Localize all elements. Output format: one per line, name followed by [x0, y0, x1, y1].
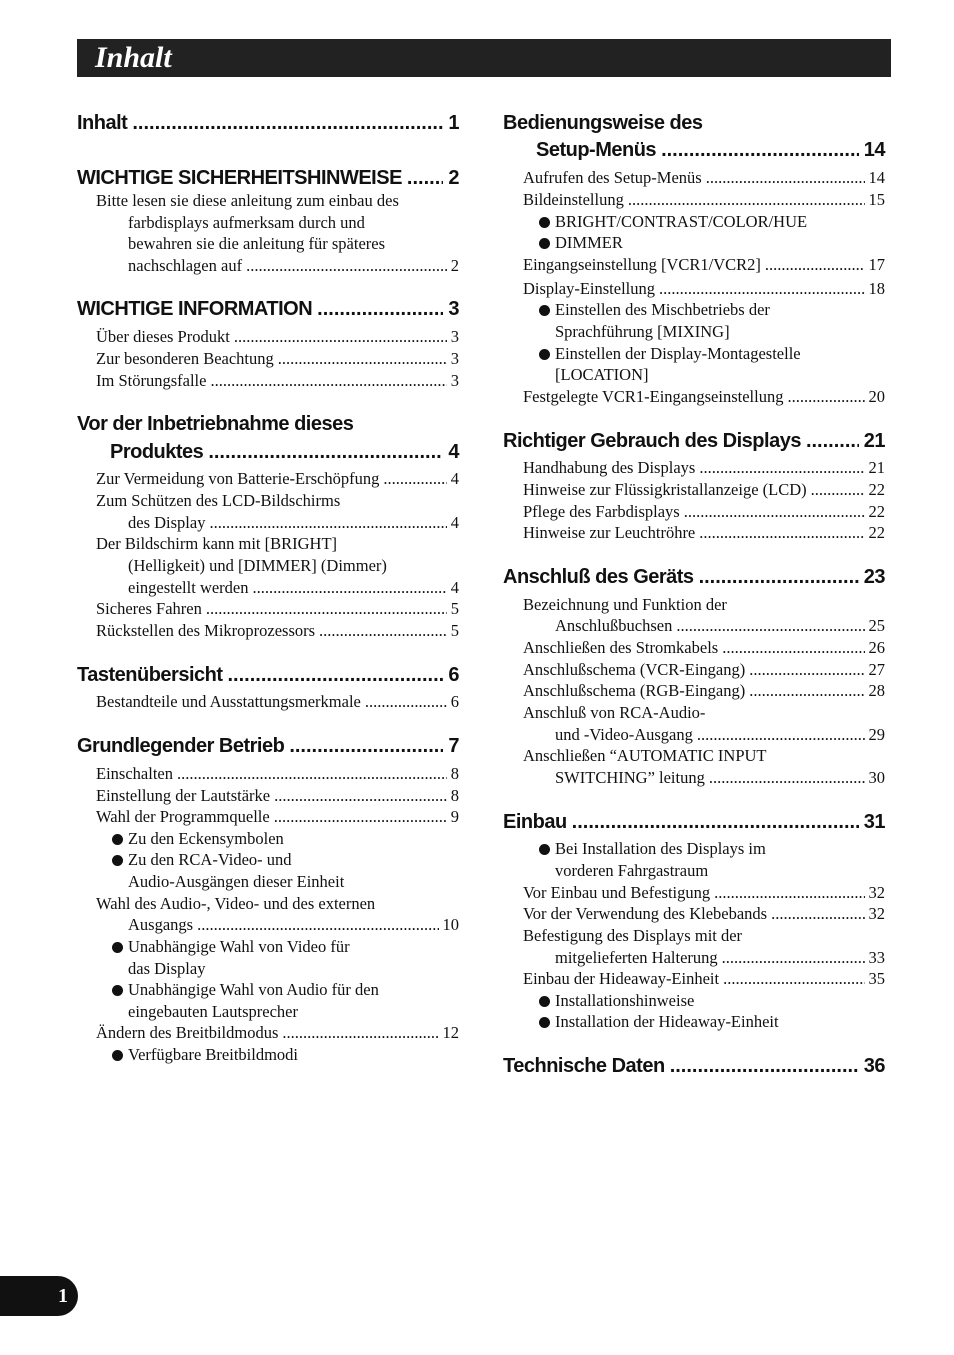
bullet-dot-icon [539, 349, 550, 360]
toc-heading-setup-line1[interactable]: Bedienungsweise des [503, 112, 703, 134]
toc-entry-text: Bezeichnung und Funktion der [523, 595, 727, 614]
toc-bullet-text: Sprachführung [MIXING] [555, 322, 730, 341]
toc-bullet[interactable]: Einstellen des Mischbetriebs der [539, 300, 770, 320]
toc-entry-text: Zum Schützen des LCD-Bildschirms [96, 491, 341, 510]
toc-entry-text: Anschließen “AUTOMATIC INPUT [523, 746, 767, 765]
toc-entry[interactable]: Rückstellen des Mikroprozessors ..... 5 [96, 621, 459, 641]
bullet-dot-icon [112, 1050, 123, 1061]
toc-bullet[interactable]: Zu den RCA-Video- und [112, 850, 292, 870]
toc-bullet[interactable]: Zu den Eckensymbolen [112, 829, 284, 849]
toc-entry[interactable]: nachschlagen auf ..... 2 [128, 256, 459, 276]
toc-heading-information[interactable]: WICHTIGE INFORMATION ..... 3 [77, 298, 459, 321]
toc-bullet[interactable]: Verfügbare Breitbildmodi [112, 1045, 298, 1065]
toc-heading-vor[interactable]: Produktes ..... 4 [110, 441, 459, 464]
toc-entry-text: Befestigung des Displays mit der [523, 926, 743, 945]
toc-bullet[interactable]: DIMMER [539, 233, 623, 253]
toc-heading-vor-line1[interactable]: Vor der Inbetriebnahme dieses [77, 413, 354, 435]
toc-entry[interactable]: Vor der Verwendung des Klebebands ..... 32 [523, 904, 885, 924]
page-number: 1 [58, 1285, 68, 1307]
toc-entry[interactable]: Handhabung des Displays ..... 21 [523, 458, 885, 478]
toc-entry[interactable]: Zur besonderen Beachtung ..... 3 [96, 349, 459, 369]
toc-entry[interactable]: Pflege des Farbdisplays ..... 22 [523, 502, 885, 522]
toc-entry[interactable]: SWITCHING” leitung ..... 30 [555, 768, 885, 788]
toc-entry-text: Anschluß von RCA-Audio- [523, 703, 706, 722]
bullet-dot-icon [112, 942, 123, 953]
bullet-dot-icon [539, 305, 550, 316]
bullet-dot-icon [112, 834, 123, 845]
toc-entry[interactable]: Einbau der Hideaway-Einheit ..... 35 [523, 969, 885, 989]
page-number-badge [0, 1276, 78, 1316]
toc-heading-einbau[interactable]: Einbau ..... 31 [503, 811, 885, 834]
toc-entry[interactable]: Über dieses Produkt ..... 3 [96, 327, 459, 347]
toc-entry[interactable]: Hinweise zur Flüssigkristallanzeige (LCD) ..... 22 [523, 480, 885, 500]
toc-heading-grund[interactable]: Grundlegender Betrieb ..... 7 [77, 735, 459, 758]
toc-heading-technik[interactable]: Technische Daten ..... 36 [503, 1055, 885, 1078]
page-title: Inhalt [95, 41, 172, 74]
toc-entry[interactable]: Festgelegte VCR1-Eingangseinstellung ..... 20 [523, 387, 885, 407]
toc-entry[interactable]: Hinweise zur Leuchtröhre ..... 22 [523, 523, 885, 543]
toc-entry[interactable]: Display-Einstellung ..... 18 [523, 279, 885, 299]
toc-entry[interactable]: Im Störungsfalle ..... 3 [96, 371, 459, 391]
toc-entry[interactable]: Sicheres Fahren ..... 5 [96, 599, 459, 619]
toc-bullet-text: [LOCATION] [555, 365, 649, 384]
toc-entry[interactable]: Eingangseinstellung [VCR1/VCR2] ..... 17 [523, 255, 885, 275]
toc-entry-text: farbdisplays aufmerksam durch und [128, 213, 365, 232]
toc-entry-text: Wahl des Audio-, Video- und des externen [96, 894, 376, 913]
toc-entry[interactable]: des Display ..... 4 [128, 513, 459, 533]
toc-bullet-text: vorderen Fahrgastraum [555, 861, 709, 880]
toc-heading-tasten[interactable]: Tastenübersicht ..... 6 [77, 664, 459, 687]
bullet-dot-icon [539, 238, 550, 249]
toc-entry[interactable]: eingestellt werden ..... 4 [128, 578, 459, 598]
bullet-dot-icon [112, 855, 123, 866]
toc-heading-anschluss[interactable]: Anschluß des Geräts ..... 23 [503, 566, 885, 589]
toc-entry[interactable]: und -Video-Ausgang ..... 29 [555, 725, 885, 745]
toc-entry[interactable]: mitgelieferten Halterung ..... 33 [555, 948, 885, 968]
toc-bullet-text: Audio-Ausgängen dieser Einheit [128, 872, 345, 891]
toc-entry-text: bewahren sie die anleitung für späteres [128, 234, 386, 253]
toc-entry-text: Der Bildschirm kann mit [BRIGHT] [96, 534, 338, 553]
toc-bullet[interactable]: Installation der Hideaway-Einheit [539, 1012, 779, 1032]
toc-entry-text: Bitte lesen sie diese anleitung zum einbau des [96, 191, 399, 210]
toc-heading-gebrauch[interactable]: Richtiger Gebrauch des Displays ..... 21 [503, 430, 885, 453]
bullet-dot-icon [539, 217, 550, 228]
toc-entry[interactable]: Vor Einbau und Befestigung ..... 32 [523, 883, 885, 903]
toc-heading-setup[interactable]: Setup-Menüs ..... 14 [536, 139, 885, 162]
dot-leader [132, 112, 443, 135]
toc-entry[interactable]: Anschlußschema (VCR-Eingang) ..... 27 [523, 660, 885, 680]
toc-bullet[interactable]: Installationshinweise [539, 991, 694, 1011]
toc-entry[interactable]: Ausgangs ..... 10 [128, 915, 459, 935]
toc-entry-text: (Helligkeit) und [DIMMER] (Dimmer) [128, 556, 387, 575]
bullet-dot-icon [539, 844, 550, 855]
toc-entry[interactable]: Anschließen des Stromkabels ..... 26 [523, 638, 885, 658]
toc-entry[interactable]: Bestandteile und Ausstattungsmerkmale ..... 6 [96, 692, 459, 712]
toc-heading-inhalt[interactable]: Inhalt ..... 1 [77, 112, 459, 135]
toc-bullet[interactable]: Unabhängige Wahl von Audio für den [112, 980, 379, 1000]
toc-bullet-text: das Display [128, 959, 206, 978]
toc-bullet[interactable]: Bei Installation des Displays im [539, 839, 766, 859]
toc-entry[interactable]: Anschlußschema (RGB-Eingang) ..... 28 [523, 681, 885, 701]
toc-entry[interactable]: Aufrufen des Setup-Menüs ..... 14 [523, 168, 885, 188]
bullet-dot-icon [539, 1017, 550, 1028]
toc-entry[interactable]: Bildeinstellung ..... 15 [523, 190, 885, 210]
toc-bullet-text: eingebauten Lautsprecher [128, 1002, 298, 1021]
toc-bullet[interactable]: Einstellen der Display-Montagestelle [539, 344, 801, 364]
toc-entry[interactable]: Wahl der Programmquelle ..... 9 [96, 807, 459, 827]
toc-entry[interactable]: Anschlußbuchsen ..... 25 [555, 616, 885, 636]
toc-entry[interactable]: Ändern des Breitbildmodus ..... 12 [96, 1023, 459, 1043]
toc-entry[interactable]: Zur Vermeidung von Batterie-Erschöpfung ..... 4 [96, 469, 459, 489]
bullet-dot-icon [539, 996, 550, 1007]
toc-bullet[interactable]: BRIGHT/CONTRAST/COLOR/HUE [539, 212, 807, 232]
toc-entry[interactable]: Einschalten ..... 8 [96, 764, 459, 784]
page-header-bar [77, 39, 891, 77]
toc-heading-sicherheit[interactable]: WICHTIGE SICHERHEITSHINWEISE ..... 2 [77, 167, 459, 190]
toc-bullet[interactable]: Unabhängige Wahl von Video für [112, 937, 350, 957]
bullet-dot-icon [112, 985, 123, 996]
toc-entry[interactable]: Einstellung der Lautstärke ..... 8 [96, 786, 459, 806]
